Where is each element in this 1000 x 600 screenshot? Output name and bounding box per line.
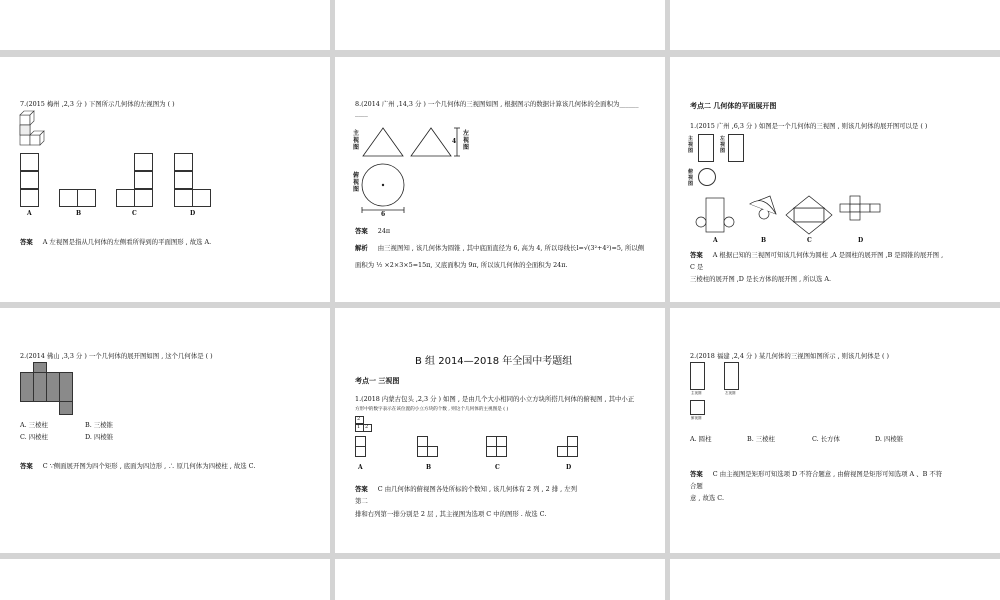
three-view-figure [688,132,758,192]
front-view-label: 主视图 [688,136,694,154]
question-text: 8.(2014 广州 ,14,3 分 ) 一个几何体的三视图如图 , 根据图示的数据计算该几何体的全面积为______ [355,100,639,108]
answer-label: 答案 [690,251,703,259]
question-text: 1.(2015 广州 ,6,3 分 ) 如图是一个几何体的三视图 , 则该几何体的展开图可以是 ( ) [690,122,928,130]
solid-figure [18,109,48,149]
slide-top-right [670,0,1000,50]
side-view-label: 左视图 [720,136,726,154]
slide-bottom-middle [335,559,665,600]
option-a-label: A [358,464,363,471]
answer-label: 答案 [355,485,368,493]
slide-topic-2 [670,57,1000,302]
choice-c[interactable]: C. 四棱柱 [20,433,48,441]
option-d-figure[interactable] [174,153,212,208]
answer-row [20,238,211,246]
choice-c[interactable]: C. 长方体 [812,435,840,443]
grid-num-1: 2 [357,416,361,422]
answer-text: 24π [377,227,391,235]
option-d-figure[interactable] [557,436,581,460]
option-a-figure[interactable] [20,153,40,208]
option-d-label: D [190,210,196,217]
option-b-label: B [426,464,432,471]
question-text-2: 方形中的数字表示在该位置的小立方块的个数 , 则这个几何体的主视图是 ( ) [355,407,509,412]
three-view-figure [690,362,750,422]
option-c-label: C [132,210,137,217]
answer-text: A 左视图是指从几何体的左侧看所得到的平面图形 , 故选 A. [42,238,212,246]
question-text: 2.(2018 福建 ,2,4 分 ) 某几何体的三视图如图所示 , 则该几何体是 ( ) [690,352,890,360]
option-b-figure[interactable] [59,189,97,209]
answer-text-1: A 根据已知的三视图可知该几何体为圆柱 ,A 是圆柱的展开图 ,B 是圆锥的展开图 , [712,251,944,259]
answer-text: C ∵侧面展开图为四个矩形 , 底面为四边形 , ∴ 原几何体为四棱柱 , 故选 C. [42,462,256,470]
choice-d[interactable]: D. 四棱锥 [875,435,904,443]
slide-question-2-fujian [670,308,1000,553]
width-label: 6 [381,211,386,218]
answer-row [690,251,943,259]
answer-label: 答案 [20,462,33,470]
option-c-label[interactable]: C [807,237,812,244]
option-d-label[interactable]: D [858,237,864,244]
answer-row [20,462,255,470]
top-view-label: 俯视图 [688,169,694,187]
side-view-rect [728,134,744,162]
answer-text-2: 第二 [355,497,368,505]
question-text-cont: ____ [355,109,368,117]
answer-text-3: 三棱柱的展开图 ,D 是长方体的展开图 , 所以选 A. [690,275,832,283]
height-label: 4 [452,138,457,145]
option-b-label[interactable]: B [761,237,767,244]
net-options-figure [690,194,890,239]
front-view-label: 主视图 [353,130,360,151]
top-view-grid [355,416,375,434]
slide-top-middle [335,0,665,50]
top-view-circle [698,168,716,186]
answer-label: 答案 [355,227,368,235]
choice-a[interactable]: A. 三棱柱 [20,421,48,429]
side-view-label: 左视图 [725,391,736,395]
option-c-label: C [495,464,500,471]
slide-top-left [0,0,330,50]
answer-text-2: 合题 [690,482,703,490]
side-view-label: 左视图 [463,130,470,151]
choice-b[interactable]: B. 三棱柱 [747,435,775,443]
topic-title: 考点二 几何体的平面展开图 [690,101,777,110]
option-c-figure[interactable] [486,436,510,460]
grid-num-2: 1 [357,424,361,430]
answer-row [355,485,577,493]
slide-bottom-left [0,559,330,600]
slide-group-b [335,308,665,553]
answer-text-1: C 由几何体的俯视图各处所标的个数知 , 该几何体有 2 列 , 2 排 , 左列 [377,485,577,493]
answer-text-2: C 是 [690,263,704,271]
slide-bottom-right [670,559,1000,600]
option-b-label: B [76,210,82,217]
slide-question-7 [0,57,330,302]
option-b-figure[interactable] [417,436,441,460]
net-figure [20,362,80,416]
answer-row [690,470,942,478]
option-a-figure[interactable] [355,436,367,460]
answer-label: 答案 [20,238,33,246]
answer-text-1: C 由主视图是矩形可知选项 D 不符合题意 , 由俯视图是矩形可知选项 A 、B 不符 [712,470,943,478]
choice-d[interactable]: D. 四棱锥 [85,433,114,441]
section-title: 考点一 三视图 [355,376,400,385]
grid-num-3: 2 [365,424,369,430]
front-view-rect [698,134,714,162]
answer-row [355,227,390,235]
option-a-label[interactable]: A [713,237,718,244]
option-d-label: D [566,464,572,471]
explain-text-2: 面积为 ½ ×2×3×5=15π, 又底面积为 9π, 所以该几何体的全面积为 24π. [355,261,568,269]
answer-text-3: 排和右列第一排分别是 2 层 , 其主视图为选项 C 中的图形 . 故选 C. [355,510,547,518]
three-view-figure [353,122,473,222]
group-title: B 组 2014—2018 年全国中考题组 [415,356,573,367]
question-text: 2.(2014 佛山 ,3,3 分 ) 一个几何体的展开图如图 , 这个几何体是 ( ) [20,352,213,360]
answer-label: 答案 [690,470,703,478]
slide-question-2-foshan [0,308,330,553]
option-a-label: A [27,210,32,217]
top-view-label: 俯视图 [691,416,702,420]
choice-b[interactable]: B. 三棱锥 [85,421,113,429]
question-text-1: 1.(2018 内蒙古包头 ,2,3 分 ) 如图 , 是由几个大小相同的小立方块所搭几何体的俯视图 , 其中小正 [355,395,635,403]
explain-label: 解析 [355,244,368,252]
choice-a[interactable]: A. 圆柱 [690,435,712,443]
answer-text-3: 意 , 故选 C. [690,494,724,502]
explain-row [355,244,644,252]
slide-question-8 [335,57,665,302]
option-c-figure[interactable] [116,153,154,208]
question-text: 7.(2015 梅州 ,2,3 分 ) 下图所示几何体的左视图为 ( ) [20,100,175,108]
front-view-label: 主视图 [691,391,702,395]
explain-text-1: 由三视图知 , 该几何体为圆锥 , 其中底面直径为 6, 高为 4, 所以母线长l=√(3²+4²)=5, 所以侧 [377,244,645,252]
top-view-label: 俯视图 [353,172,360,193]
